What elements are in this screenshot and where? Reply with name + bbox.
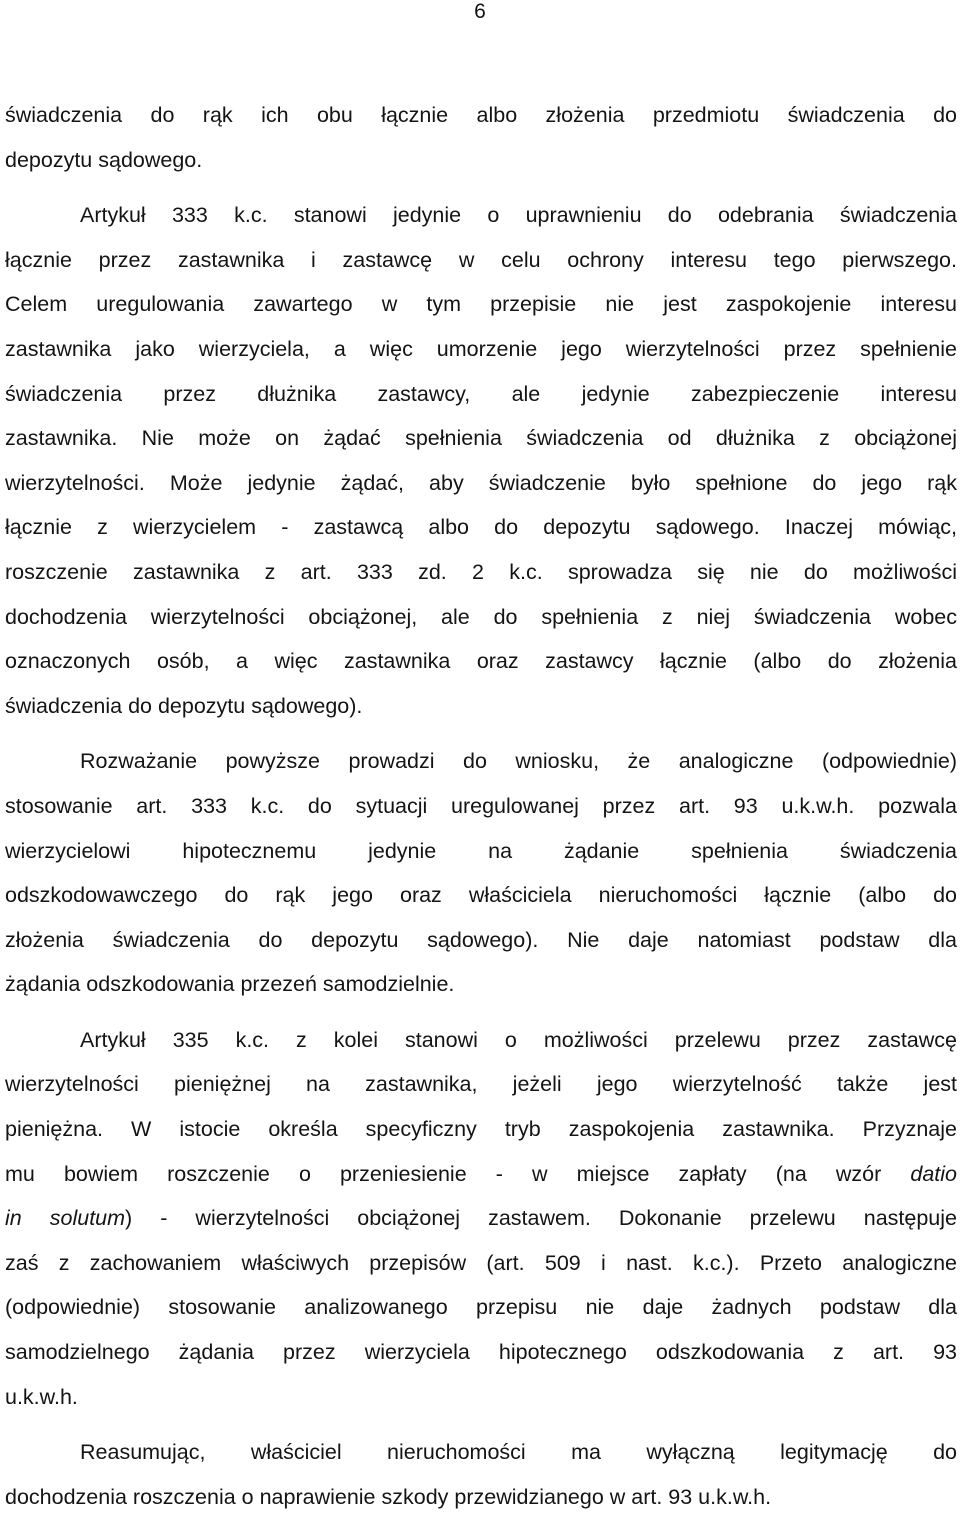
italic-term: in solutum [5, 1206, 126, 1231]
text-line: depozytu sądowego. [5, 147, 203, 172]
text-line: świadczenia do rąk ich obu łącznie albo złożenia przedmiotu świadczenia do [5, 103, 957, 127]
text-line: Celem uregulowania zawartego w tym przepisie nie jest zaspokojenie interesu [5, 292, 957, 317]
text-line: Artykuł 335 k.c. z kolei stanowi o możliwości przelewu przez zastawcę [80, 1027, 957, 1052]
text-line: dochodzenia wierzytelności obciążonej, ale do spełnienia z niej świadczenia wobec [5, 604, 957, 629]
document-body [5, 93, 957, 1519]
text-line: dochodzenia roszczenia o naprawienie szkody przewidzianego w art. 93 u.k.w.h. [5, 1484, 772, 1509]
paragraph [5, 739, 957, 1007]
text-line: świadczenia przez dłużnika zastawcy, ale jedynie zabezpieczenie interesu [5, 381, 957, 406]
text-line: łącznie przez zastawnika i zastawcę w celu ochrony interesu tego pierwszego. [5, 247, 957, 272]
text-line: wierzycielowi hipotecznemu jedynie na żądanie spełnienia świadczenia [5, 838, 957, 863]
text-line: żądania odszkodowania przezeń samodzielnie. [5, 972, 455, 997]
text-segment: mu bowiem roszczenie o przeniesienie - w miejsce zapłaty (na wzór [5, 1161, 882, 1186]
text-line: zaś z zachowaniem właściwych przepisów (art. 509 i nast. k.c.). Przeto analogiczne [5, 1250, 957, 1275]
text-line: łącznie z wierzycielem - zastawcą albo do depozytu sądowego. Inaczej mówiąc, [5, 515, 957, 540]
text-line: u.k.w.h. [5, 1384, 78, 1409]
paragraph [5, 193, 957, 728]
text-line: oznaczonych osób, a więc zastawnika oraz zastawcy łącznie (albo do złożenia [5, 649, 957, 674]
text-line: świadczenia do depozytu sądowego). [5, 693, 363, 718]
text-line: wierzytelności. Może jedynie żądać, aby świadczenie było spełnione do jego rąk [5, 470, 957, 495]
text-segment: ) - wierzytelności obciążonej zastawem. Dokonanie przelewu następuje [125, 1206, 957, 1231]
text-line: zastawnika. Nie może on żądać spełnienia świadczenia od dłużnika z obciążonej [5, 426, 957, 451]
text-line: roszczenie zastawnika z art. 333 zd. 2 k.c. sprowadza się nie do możliwości [5, 559, 957, 584]
text-line: Artykuł 333 k.c. stanowi jedynie o uprawnieniu do odebrania świadczenia [80, 203, 957, 228]
italic-term: datio [910, 1161, 957, 1186]
text-line: wierzytelności pieniężnej na zastawnika, jeżeli jego wierzytelność także jest [5, 1072, 957, 1097]
paragraph [5, 1430, 957, 1519]
paragraph [5, 1018, 957, 1419]
text-line: Rozważanie powyższe prowadzi do wniosku, że analogiczne (odpowiednie) [80, 749, 957, 774]
text-line: pieniężna. W istocie określa specyficzny tryb zaspokojenia zastawnika. Przyznaje [5, 1117, 957, 1142]
text-line-with-italic [5, 1196, 957, 1241]
text-line: zastawnika jako wierzyciela, a więc umorzenie jego wierzytelności przez spełnienie [5, 336, 957, 361]
text-line: stosowanie art. 333 k.c. do sytuacji uregulowanej przez art. 93 u.k.w.h. pozwala [5, 793, 957, 818]
text-line: Reasumując, właściciel nieruchomości ma wyłączną legitymację do [80, 1440, 957, 1465]
text-line: (odpowiednie) stosowanie analizowanego przepisu nie daje żadnych podstaw dla [5, 1295, 957, 1320]
text-line: odszkodowawczego do rąk jego oraz właściciela nieruchomości łącznie (albo do [5, 883, 957, 908]
text-line: złożenia świadczenia do depozytu sądowego). Nie daje natomiast podstaw dla [5, 927, 957, 952]
text-line: samodzielnego żądania przez wierzyciela hipotecznego odszkodowania z art. 93 [5, 1340, 957, 1365]
text-line-with-italic [5, 1152, 957, 1197]
paragraph [5, 93, 957, 182]
page-number: 6 [474, 0, 486, 23]
